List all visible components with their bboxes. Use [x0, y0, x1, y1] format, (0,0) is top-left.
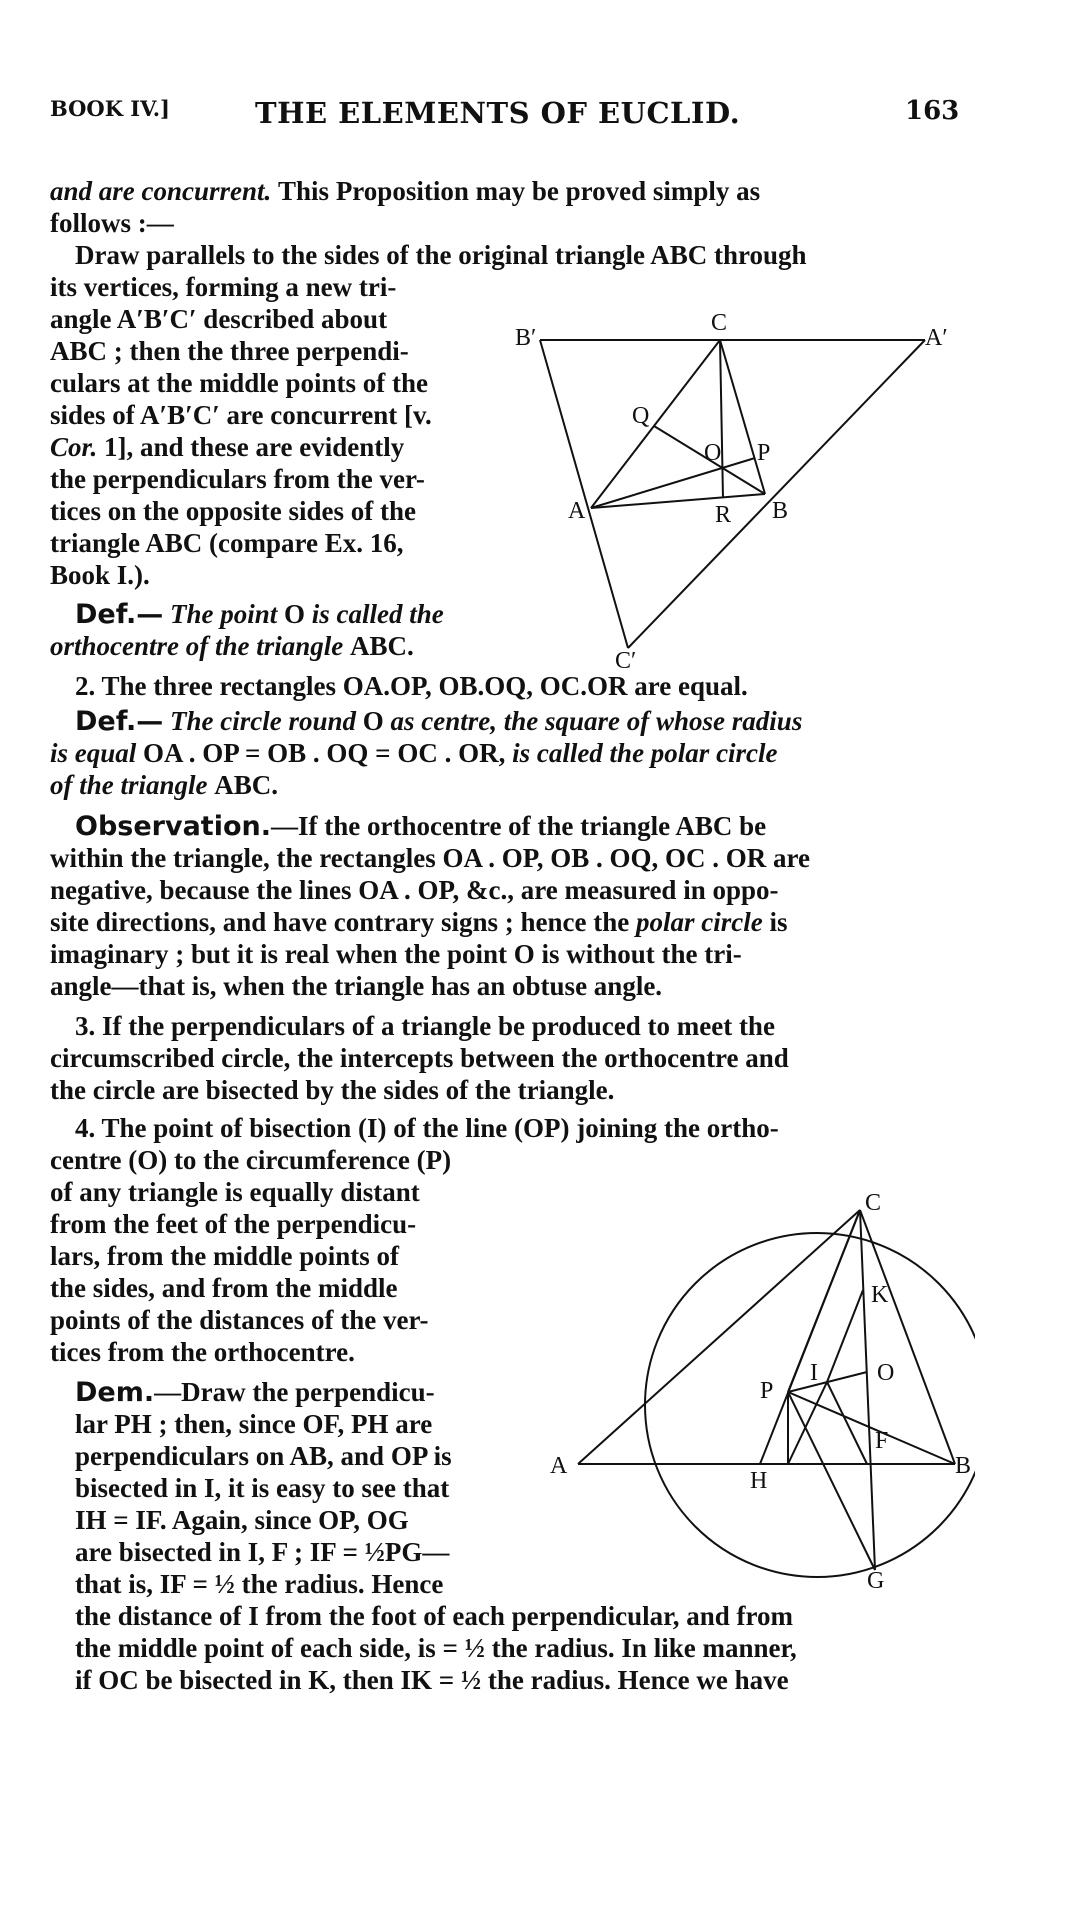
para1-line: Draw parallels to the sides of the original triangle ABC through	[75, 240, 807, 270]
line-ac	[578, 1210, 860, 1464]
def1-line	[75, 598, 444, 631]
def2-line	[50, 737, 778, 769]
label-o: O	[877, 1360, 895, 1386]
item4-line: from the feet of the perpendicu-	[50, 1209, 417, 1239]
dem-line: the distance of I from the foot of each perpendicular, and from	[75, 1601, 793, 1631]
def2-text: is called the polar circle	[512, 738, 778, 768]
observation-line: within the triangle, the rectangles OA . OP, OB . OQ, OC . OR are	[50, 843, 810, 873]
label-o: O	[704, 440, 722, 466]
cor-ref: Cor.	[50, 432, 98, 462]
dem-line: the middle point of each side, is = ½ the radius. In like manner,	[75, 1633, 797, 1663]
dem-line: that is, IF = ½ the radius. Hence	[75, 1569, 444, 1599]
dem-line: perpendiculars on AB, and OP is	[75, 1441, 452, 1471]
dem-line: lar PH ; then, since OF, PH are	[75, 1409, 433, 1439]
dem-line: IH = IF. Again, since OP, OG	[75, 1505, 409, 1535]
item3-line: circumscribed circle, the intercepts between the orthocentre and	[50, 1043, 789, 1073]
label-c: C	[865, 1190, 882, 1216]
dem-line: bisected in I, it is easy to see that	[75, 1473, 450, 1503]
figure2-lines	[578, 1210, 975, 1577]
figure-circumcircle	[545, 1180, 975, 1600]
item4-line: centre (O) to the circumference (P)	[50, 1145, 452, 1175]
label-k: K	[871, 1282, 889, 1308]
observation-line: imaginary ; but it is real when the point O is without the tri-	[50, 939, 742, 969]
dem-line	[75, 1376, 435, 1409]
figure1-lines	[540, 340, 925, 648]
observation-text: —If the orthocentre of the triangle ABC be	[271, 811, 767, 841]
observation-line: negative, because the lines OA . OP, &c., are measured in oppo-	[50, 875, 779, 905]
def1-symbol: O	[284, 599, 306, 629]
item4-line: points of the distances of the ver-	[50, 1305, 429, 1335]
label-c: C	[711, 310, 728, 336]
item4-line: the sides, and from the middle	[50, 1273, 398, 1303]
dem-line: are bisected in I, F ; IF = ½PG—	[75, 1537, 450, 1567]
item4-line: 4. The point of bisection (I) of the line (OP) joining the ortho-	[75, 1113, 779, 1143]
observation-line: angle—that is, when the triangle has an obtuse angle.	[50, 971, 663, 1001]
label-b-prime: B′	[515, 325, 537, 351]
label-p: P	[757, 440, 771, 466]
para1-text: This Proposition may be proved simply as	[278, 176, 761, 206]
para1-line	[50, 431, 404, 463]
label-f: F	[875, 1428, 889, 1454]
para1-line: its vertices, forming a new tri-	[50, 272, 397, 302]
header-title: THE ELEMENTS OF EUCLID.	[255, 96, 741, 130]
def2-text: as centre, the square of whose radius	[390, 706, 803, 736]
label-b: B	[772, 498, 789, 524]
def1-text: ABC.	[350, 631, 414, 661]
para1-line: angle A′B′C′ described about	[50, 304, 388, 334]
label-q: Q	[632, 403, 650, 429]
item3-line: the circle are bisected by the sides of the triangle.	[50, 1075, 615, 1105]
label-b: B	[955, 1453, 972, 1479]
def1-line	[50, 630, 414, 662]
def1-term: orthocentre of the triangle	[50, 631, 344, 661]
def2-line	[75, 705, 802, 738]
header-book-label: BOOK IV.]	[50, 96, 170, 121]
def2-text: The circle round	[170, 706, 357, 736]
para1-line: triangle ABC (compare Ex. 16,	[50, 528, 404, 558]
para1-line: the perpendiculars from the ver-	[50, 464, 425, 494]
label-g: G	[867, 1568, 885, 1594]
para1-line: Book I.).	[50, 560, 150, 590]
label-c-prime: C′	[615, 648, 637, 670]
item4-line: lars, from the middle points of	[50, 1241, 399, 1271]
def-label: Def.—	[75, 706, 164, 737]
def2-symbol: O	[362, 706, 384, 736]
observation-text: site directions, and have contrary signs ; hence the	[50, 907, 630, 937]
line-ca	[591, 340, 720, 508]
def1-text: The point	[170, 599, 278, 629]
def2-text: of the triangle	[50, 770, 208, 800]
observation-line	[75, 810, 766, 843]
observation-label: Observation.	[75, 811, 271, 842]
figure-orthocentre-triangle	[500, 300, 970, 670]
label-p: P	[760, 1378, 774, 1404]
item4-line: of any triangle is equally distant	[50, 1177, 420, 1207]
dem-line: if OC be bisected in K, then IK = ½ the radius. Hence we have	[75, 1665, 789, 1695]
line-a-prime-c-prime	[628, 340, 925, 648]
label-i: I	[810, 1360, 818, 1386]
label-h: H	[750, 1468, 768, 1494]
circumscribed-circle	[645, 1233, 975, 1577]
line-pg	[788, 1392, 875, 1570]
page-number: 163	[905, 96, 960, 126]
def-label: Def.—	[75, 599, 164, 630]
line-cg	[860, 1210, 875, 1570]
item2-line: 2. The three rectangles OA.OP, OB.OQ, OC.OR are equal.	[75, 671, 748, 701]
line-b-prime-c-prime	[540, 340, 628, 648]
observation-line	[50, 906, 787, 938]
dem-text: —Draw the perpendicu-	[154, 1377, 435, 1407]
para1-line	[50, 175, 760, 207]
label-r: R	[715, 502, 732, 528]
concurrent-phrase: and are concurrent.	[50, 176, 272, 206]
def2-equation: OA . OP = OB . OQ = OC . OR,	[143, 738, 506, 768]
def2-line	[50, 769, 278, 801]
label-a: A	[568, 498, 586, 524]
line-cb	[860, 1210, 955, 1464]
item3-line: 3. If the perpendiculars of a triangle be produced to meet the	[75, 1011, 775, 1041]
dem-label: Dem.	[75, 1377, 155, 1408]
polar-circle-term: polar circle	[635, 907, 763, 937]
para1-line: tices on the opposite sides of the	[50, 496, 416, 526]
label-a-prime: A′	[925, 325, 948, 351]
def2-text: ABC.	[214, 770, 279, 800]
line-ik	[827, 1290, 863, 1382]
def1-text: is called the	[311, 599, 444, 629]
para1-line: sides of A′B′C′ are concurrent [v.	[50, 400, 432, 430]
def2-text: is equal	[50, 738, 137, 768]
para1-line: culars at the middle points of the	[50, 368, 428, 398]
para1-line: ABC ; then the three perpendi-	[50, 336, 409, 366]
para1-line: follows :—	[50, 208, 174, 238]
line-pb	[788, 1392, 955, 1464]
label-a: A	[550, 1453, 568, 1479]
para1-text: 1], and these are evidently	[104, 432, 405, 462]
observation-text: is	[769, 907, 788, 937]
item4-line: tices from the orthocentre.	[50, 1337, 355, 1367]
line-cr	[720, 340, 723, 498]
line-cp	[788, 1210, 860, 1392]
